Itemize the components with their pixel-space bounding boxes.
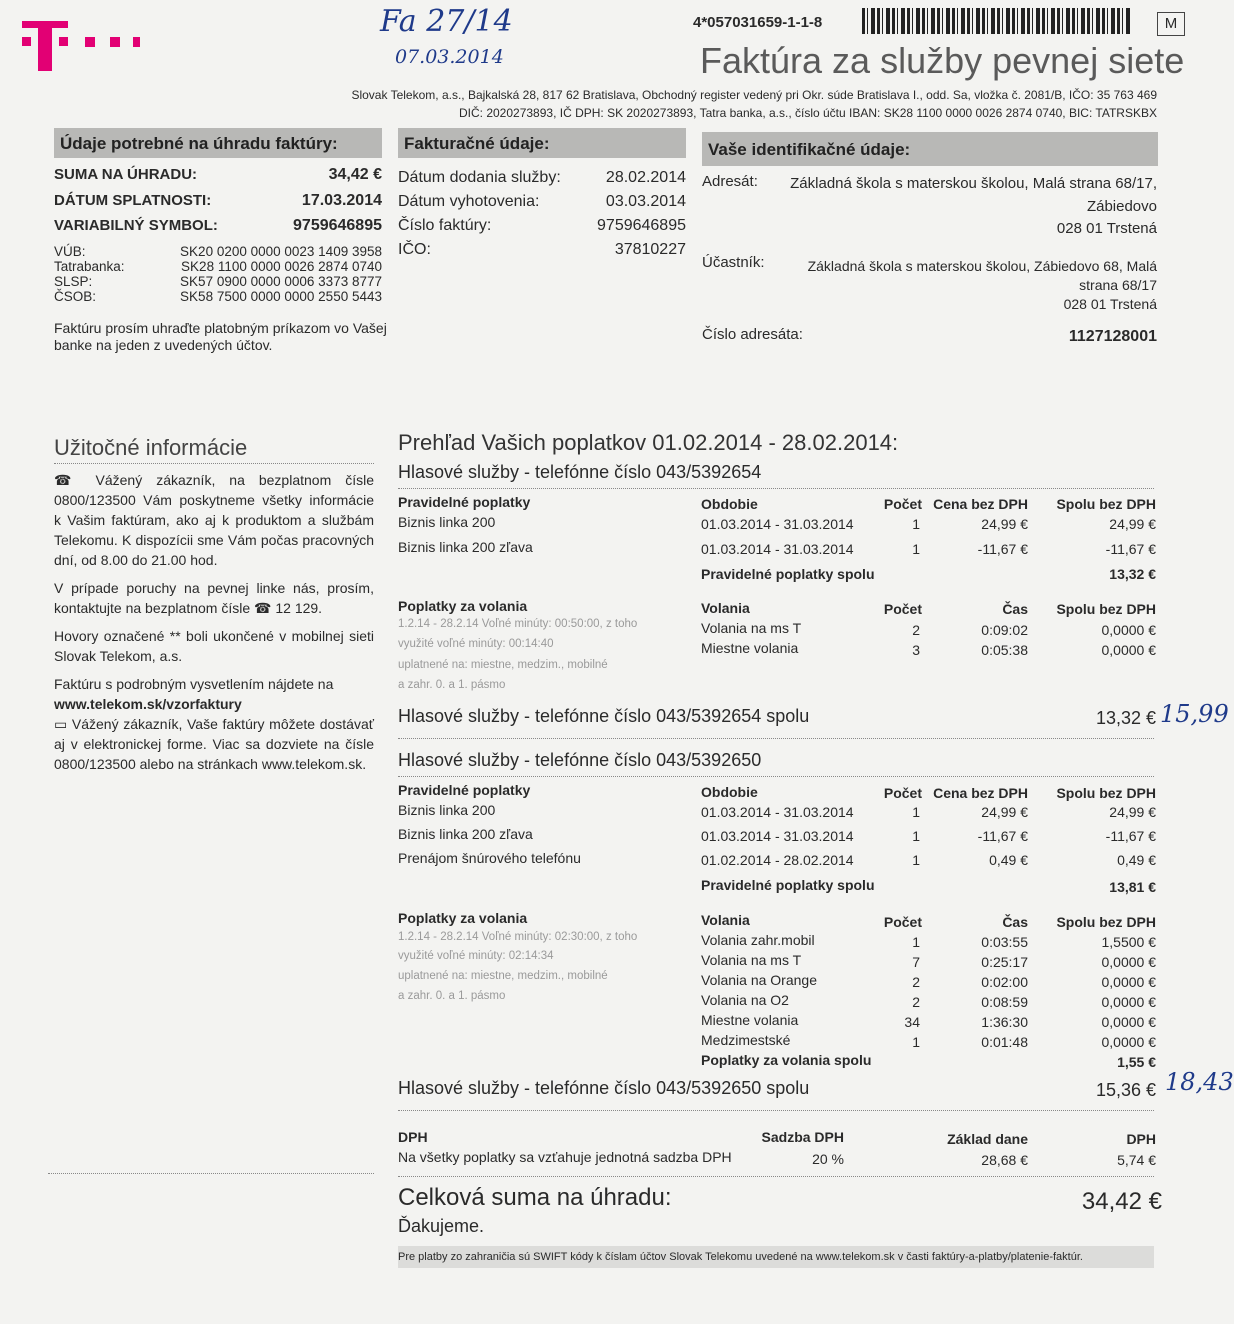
company-line-2: DIČ: 2020273893, IČ DPH: SK 2020273893, Tatra banka, a.s., číslo účtu IBAN: SK28 1100 0000 0026 2874 0740, BIC: TATRSKBX [459, 106, 1157, 120]
item-name: Biznis linka 200 zľava [398, 539, 533, 555]
call-time: 0:05:38 [981, 642, 1028, 658]
call-total: 0,0000 € [1101, 622, 1156, 638]
invoice-rows [398, 166, 686, 262]
bank-name: ČSOB: [54, 289, 97, 304]
col-volania: Volania [701, 600, 750, 616]
bank-iban: SK58 7500 0000 0000 2550 5443 [180, 289, 382, 304]
col-spolu: Spolu bez DPH [1056, 496, 1156, 512]
section1-bottom-divider [398, 738, 1154, 739]
handwritten-note-2: 18,43 [1165, 1068, 1234, 1096]
calls-note-line: 1.2.14 - 28.2.14 Voľné minúty: 02:30:00, z toho [398, 931, 638, 943]
section1-sum-label: Hlasové služby - telefónne číslo 043/5392654 spolu [398, 706, 810, 726]
info-p5-line: Vážený zákazník, Vaše faktúry môžete dostávať [71, 716, 374, 732]
bank-iban: SK20 0200 0000 0023 1409 3958 [180, 244, 382, 259]
col-cena: Cena bez DPH [933, 785, 1028, 801]
item-price: 24,99 € [981, 804, 1028, 820]
item-period: 01.03.2014 - 31.03.2014 [701, 828, 854, 844]
vat-label: DPH [1126, 1131, 1156, 1147]
item-count: 1 [912, 804, 920, 820]
payment-heading: Údaje potrebné na úhradu faktúry: [60, 134, 338, 153]
reg-heading: Pravidelné poplatky [398, 782, 531, 798]
invoice-label: Dátum dodania služby: [398, 169, 561, 186]
vat-base-label: Základ dane [947, 1131, 1028, 1147]
fault-phone: 12 129. [275, 600, 323, 616]
participant-line-1: Základná škola s materskou školou, Zábiedovo 68, Malá [807, 258, 1157, 274]
reg-total-label: Pravidelné poplatky spolu [701, 877, 875, 893]
calls-total-label: Poplatky za volania spolu [701, 1052, 872, 1068]
item-total: 24,99 € [1109, 516, 1156, 532]
handwritten-note-1: 15,99 [1160, 700, 1229, 728]
call-total: 0,0000 € [1101, 1034, 1156, 1050]
col-cas: Čas [1002, 914, 1028, 930]
participant-line-3: 028 01 Trstená [1063, 296, 1157, 312]
total-label: Celková suma na úhradu: [398, 1184, 672, 1211]
call-count: 2 [912, 622, 920, 638]
info-p5-line: aj v elektronickej forme. Viac sa dozviete na čísle [54, 736, 374, 752]
handwritten-ref: Fa 27/14 [380, 4, 513, 39]
item-total: 0,49 € [1117, 852, 1156, 868]
item-count: 1 [912, 852, 920, 868]
call-time: 1:36:30 [981, 1014, 1028, 1030]
call-count: 7 [912, 954, 920, 970]
invoice-value: 9759646895 [597, 217, 686, 234]
calls-note-line: uplatnené na: miestne, medzim., mobilné [398, 970, 608, 982]
reg-total-label: Pravidelné poplatky spolu [701, 566, 875, 582]
call-count: 1 [912, 934, 920, 950]
vs-label: VARIABILNÝ SYMBOL: [54, 217, 218, 234]
bank-iban: SK28 1100 0000 0026 2874 0740 [181, 259, 382, 274]
call-time: 0:09:02 [981, 622, 1028, 638]
addressee-line-2: Zábiedovo [1086, 198, 1157, 215]
calls-note-line: využité voľné minúty: 02:14:34 [398, 950, 554, 962]
col-pocet: Počet [883, 914, 922, 930]
invoice-value: 03.03.2014 [605, 193, 686, 210]
reg-total-value: 13,81 € [1109, 879, 1156, 895]
call-count: 1 [912, 1034, 920, 1050]
invoice-value: 37810227 [614, 241, 686, 258]
telekom-logo [20, 15, 140, 75]
info-p1-line: k Vašim faktúram, ako aj k produktom a službám [54, 512, 374, 528]
info-p3-line: Slovak Telekom, a.s. [54, 648, 183, 664]
call-name: Miestne volania [701, 1012, 799, 1028]
barcode [862, 8, 1132, 34]
col-obdobie: Obdobie [701, 496, 758, 512]
item-total: -11,67 € [1105, 828, 1156, 844]
item-period: 01.03.2014 - 31.03.2014 [701, 516, 854, 532]
invoice-label: Číslo faktúry: [398, 217, 492, 234]
item-price: 24,99 € [981, 516, 1028, 532]
call-count: 3 [912, 642, 920, 658]
participant-line-2: strana 68/17 [1079, 277, 1157, 293]
item-price: 0,49 € [989, 852, 1028, 868]
call-total: 0,0000 € [1101, 1014, 1156, 1030]
sum-label: SUMA NA ÚHRADU: [54, 166, 198, 183]
item-period: 01.02.2014 - 28.02.2014 [701, 852, 854, 868]
invoice-header-band [398, 128, 686, 158]
bank-name: SLSP: [54, 274, 93, 289]
calls-note-line: a zahr. 0. a 1. pásmo [398, 990, 506, 1002]
item-period: 01.03.2014 - 31.03.2014 [701, 541, 854, 557]
invoice-label: IČO: [398, 241, 431, 258]
vat-base: 28,68 € [981, 1152, 1028, 1168]
invoice-heading: Fakturačné údaje: [404, 134, 550, 153]
col-spolu: Spolu bez DPH [1056, 785, 1156, 801]
item-name: Biznis linka 200 zľava [398, 826, 533, 842]
item-name: Prenájom šnúrového telefónu [398, 850, 581, 866]
item-price: -11,67 € [977, 828, 1028, 844]
vat-rate: 20 % [812, 1151, 844, 1167]
telekom-t-icon [20, 15, 140, 75]
addressee-label: Adresát: [702, 173, 758, 190]
call-name: Medzimestské [701, 1032, 791, 1048]
calls-note-line: využité voľné minúty: 00:14:40 [398, 638, 554, 650]
phone-icon: ☎ [254, 600, 272, 616]
info-bottom-divider [48, 1173, 374, 1174]
addressee-line-1: Základná škola s materskou školou, Malá strana 68/17, [790, 175, 1157, 192]
col-spolu: Spolu bez DPH [1056, 914, 1156, 930]
vs-value: 9759646895 [293, 217, 382, 234]
call-count: 2 [912, 974, 920, 990]
payment-note-1: Faktúru prosím uhraďte platobným príkazom vo Vašej [54, 320, 387, 336]
section2-sum-value: 15,36 € [1095, 1080, 1156, 1100]
section1-divider [398, 488, 1154, 489]
info-text [54, 470, 374, 774]
info-p1-line: Vážený zákazník, na bezplatnom čísle [95, 472, 374, 488]
item-price: -11,67 € [977, 541, 1028, 557]
item-period: 01.03.2014 - 31.03.2014 [701, 804, 854, 820]
participant-label: Účastník: [702, 254, 765, 271]
invoice-label: Dátum vyhotovenia: [398, 193, 540, 210]
info-heading: Užitočné informácie [54, 435, 248, 460]
section2-sum-label: Hlasové služby - telefónne číslo 043/5392650 spolu [398, 1078, 810, 1098]
col-cas: Čas [1002, 601, 1028, 617]
call-total: 0,0000 € [1101, 994, 1156, 1010]
call-time: 0:03:55 [981, 934, 1028, 950]
bank-name: Tatrabanka: [54, 259, 125, 274]
call-total: 0,0000 € [1101, 642, 1156, 658]
item-count: 1 [912, 541, 920, 557]
calls-total-value: 1,55 € [1117, 1054, 1156, 1070]
call-time: 0:02:00 [981, 974, 1028, 990]
identity-heading: Vaše identifikačné údaje: [708, 140, 911, 159]
col-pocet: Počet [883, 601, 922, 617]
item-name: Biznis linka 200 [398, 514, 496, 530]
vat-divider [398, 1176, 1154, 1177]
vat-value: 5,74 € [1117, 1152, 1156, 1168]
calls-heading: Poplatky za volania [398, 598, 528, 614]
due-value: 17.03.2014 [301, 192, 382, 209]
call-total: 0,0000 € [1101, 974, 1156, 990]
call-total: 1,5500 € [1101, 934, 1156, 950]
bank-iban: SK57 0900 0000 0006 3373 8777 [180, 274, 382, 289]
calls-note-line: 1.2.14 - 28.2.14 Voľné minúty: 00:50:00, z toho [398, 618, 638, 630]
company-line-1: Slovak Telekom, a.s., Bajkalská 28, 817 62 Bratislava, Obchodný register vedený pri Okr. súde Bratislava I., odd. Sa, vložka č. 2081/B, IČO: 35 763 469 [351, 88, 1157, 102]
handwritten-date: 07.03.2014 [395, 46, 504, 68]
call-name: Miestne volania [701, 640, 799, 656]
swift-note: Pre platby zo zahraničia sú SWIFT kódy k číslam účtov Slovak Telekomu uvedené na www.telekom.sk v časti faktúry-a-platby/platenie-faktúr. [398, 1251, 1083, 1263]
call-time: 0:25:17 [981, 954, 1028, 970]
info-p2-line: V prípade poruchy na pevnej linke nás, prosím, [54, 580, 374, 596]
calls-note-line: a zahr. 0. a 1. pásmo [398, 679, 506, 691]
document-title: Faktúra za služby pevnej siete [700, 40, 1185, 81]
item-total: 24,99 € [1109, 804, 1156, 820]
call-name: Volania na Orange [701, 972, 817, 988]
thanks: Ďakujeme. [398, 1216, 485, 1236]
item-name: Biznis linka 200 [398, 802, 496, 818]
reg-heading: Pravidelné poplatky [398, 494, 531, 510]
bank-list [54, 244, 382, 304]
section1-title: Hlasové služby - telefónne číslo 043/5392654 [398, 462, 762, 482]
section1-sum-value: 13,32 € [1095, 708, 1156, 728]
info-p3-line: Hovory označené ** boli ukončené v mobilnej sieti [54, 628, 374, 644]
info-p5-line: 0800/123500 alebo na stránkach www.telekom.sk. [54, 756, 367, 772]
vat-row-label: Na všetky poplatky sa vzťahuje jednotná sadzba DPH [398, 1149, 732, 1165]
call-total: 0,0000 € [1101, 954, 1156, 970]
item-total: -11,67 € [1105, 541, 1156, 557]
calls-heading: Poplatky za volania [398, 910, 528, 926]
call-count: 34 [904, 1014, 920, 1030]
sum-value: 34,42 € [328, 166, 382, 183]
reg-total-value: 13,32 € [1109, 566, 1156, 582]
addressee-line-3: 028 01 Trstená [1056, 220, 1157, 237]
bank-name: VÚB: [54, 244, 86, 259]
call-name: Volania na ms T [701, 952, 802, 968]
invoice-value: 28.02.2014 [605, 169, 686, 186]
call-name: Volania na O2 [701, 992, 789, 1008]
payment-header-band [54, 128, 382, 158]
info-p1-line: 0800/123500 Vám poskytneme všetky informácie [54, 492, 374, 508]
col-spolu: Spolu bez DPH [1056, 601, 1156, 617]
call-name: Volania na ms T [701, 620, 802, 636]
identity-header-band [702, 132, 1158, 166]
computer-icon: ▭ [54, 716, 72, 732]
call-count: 2 [912, 994, 920, 1010]
item-count: 1 [912, 828, 920, 844]
customer-number-label: Číslo adresáta: [702, 326, 803, 343]
calls-note-line: uplatnené na: miestne, medzim., mobilné [398, 659, 608, 671]
call-time: 0:01:48 [981, 1034, 1028, 1050]
col-cena: Cena bez DPH [933, 496, 1028, 512]
call-time: 0:08:59 [981, 994, 1028, 1010]
vat-rate-label: Sadzba DPH [761, 1129, 844, 1145]
customer-number-value: 1127128001 [1068, 328, 1157, 345]
call-name: Volania zahr.mobil [701, 932, 815, 948]
info-p2-line: kontaktujte na bezplatnom čísle [54, 600, 251, 616]
item-count: 1 [912, 516, 920, 532]
due-label: DÁTUM SPLATNOSTI: [54, 192, 212, 209]
total-value: 34,42 € [1081, 1188, 1162, 1215]
info-p1-line: dní, od 8.00 do 21.00 hod. [54, 552, 218, 568]
invoice-explainer-link[interactable]: www.telekom.sk/vzorfaktury [54, 696, 242, 712]
section2-bottom-divider [398, 1110, 1154, 1111]
info-p4-line: Faktúru s podrobným vysvetlením nájdete na [54, 676, 334, 692]
col-volania: Volania [701, 912, 750, 928]
section2-divider [398, 776, 1154, 777]
col-pocet: Počet [883, 496, 922, 512]
section2-title: Hlasové služby - telefónne číslo 043/5392650 [398, 750, 762, 770]
payment-note-2: banke na jeden z uvedených účtov. [54, 337, 273, 353]
phone-icon: ☎ [54, 472, 96, 488]
info-divider [54, 463, 374, 464]
info-p1-line: Telekomu. K dispozícii sme Vám počas pracovných [54, 532, 374, 548]
col-obdobie: Obdobie [701, 784, 758, 800]
overview-title: Prehľad Vašich poplatkov 01.02.2014 - 28.02.2014: [398, 430, 899, 455]
col-pocet: Počet [883, 785, 922, 801]
mark-box: M [1157, 12, 1185, 36]
document-code: 4*057031659-1-1-8 [693, 14, 823, 31]
vat-heading: DPH [398, 1129, 428, 1145]
